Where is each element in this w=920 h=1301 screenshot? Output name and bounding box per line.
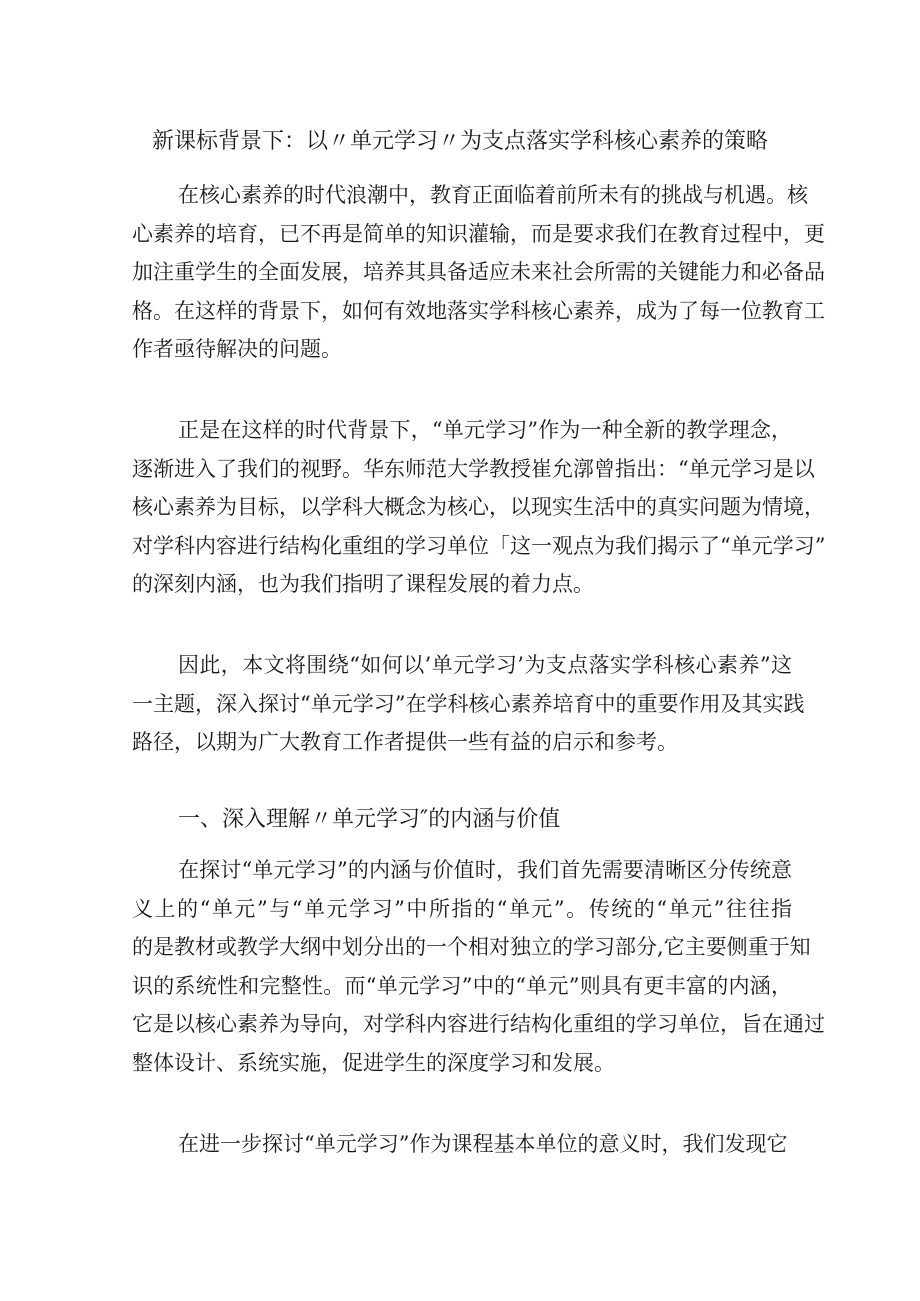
paragraph-line: 加注重学生的全面发展，培养其具备适应未来社会所需的关键能力和必备品 — [132, 260, 825, 284]
paragraph-intro-2 — [132, 411, 826, 604]
paragraph-line: 对学科内容进行结构化重组的学习单位「这一观点为我们揭示了“单元学习” — [132, 533, 826, 558]
paragraph-line: 正是在这样的时代背景下，“单元学习”作为一种全新的教学理念， — [178, 418, 792, 442]
paragraph-intro-3 — [132, 646, 805, 762]
paragraph-section-2 — [132, 1125, 792, 1164]
paragraph-section-1 — [132, 851, 825, 1082]
paragraph-line: 心素养的培育，已不再是简单的知识灌输，而是要求我们在教育过程中，更 — [132, 221, 825, 246]
paragraph-line: 整体设计、系统实施，促进学生的深度学习和发展。 — [132, 1050, 615, 1075]
paragraph-line: 识的系统性和完整性。而“单元学习”中的“单元”则具有更丰富的内涵， — [132, 973, 792, 998]
section-heading: 一、深入理解〃单元学习″的内涵与价值 — [178, 807, 561, 832]
paragraph-line: 在探讨“单元学习”的内涵与价值时，我们首先需要清晰区分传统意 — [178, 858, 792, 882]
paragraph-line: 作者亟待解决的问题。 — [132, 337, 342, 361]
paragraph-line: 在进一步探讨“单元学习”作为课程基本单位的意义时，我们发现它 — [178, 1132, 788, 1156]
paragraph-line: 义上的“单元”与“单元学习”中所指的“单元”。传统的“单元”往往指 — [132, 896, 792, 921]
paragraph-line: 在核心素养的时代浪潮中，教育正面临着前所未有的挑战与机遇。核 — [178, 183, 808, 207]
paragraph-line: 的是教材或教学大纲中划分出的一个相对独立的学习部分,它主要侧重于知 — [132, 935, 811, 959]
paragraph-line: 核心素养为目标，以学科大概念为核心，以现实生活中的真实问题为情境， — [132, 495, 825, 519]
paragraph-line: 它是以核心素养为导向，对学科内容进行结构化重组的学习单位，旨在通过 — [132, 1012, 825, 1036]
paragraph-line: 路径，以期为广大教育工作者提供一些有益的启示和参考。 — [132, 730, 678, 754]
paragraph-intro-1 — [132, 176, 825, 369]
paragraph-line: 的深刻内涵，也为我们指明了课程发展的着力点。 — [132, 572, 594, 596]
paragraph-line: 因此，本文将围绕“如何以’单元学习’为支点落实学科核心素养”这 — [178, 653, 792, 677]
paragraph-line: 格。在这样的背景下，如何有效地落实学科核心素养，成为了每一位教育工 — [132, 298, 825, 323]
paragraph-line: 逐渐进入了我们的视野。华东师范大学教授崔允漷曾指出：“单元学习是以 — [132, 456, 815, 481]
paragraph-line: 一主题，深入探讨“单元学习”在学科核心素养培育中的重要作用及其实践 — [132, 691, 805, 716]
document-title: 新课标背景下：以〃单元学习〃为支点落实学科核心素养的策略 — [151, 129, 768, 154]
